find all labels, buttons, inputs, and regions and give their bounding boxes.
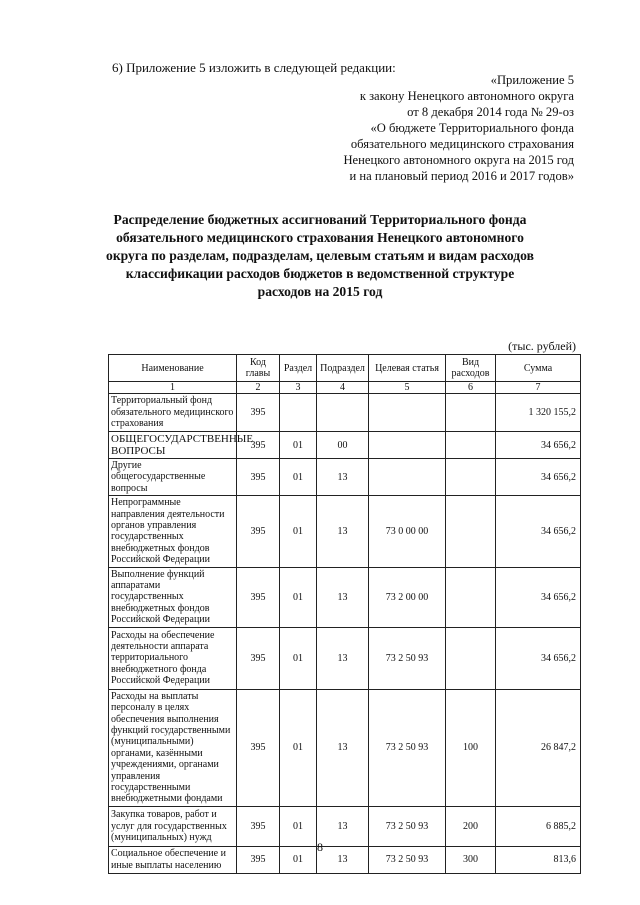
- row-target: 73 0 00 00: [369, 496, 446, 567]
- budget-table: [108, 354, 581, 874]
- units-label: (тыс. рублей): [508, 339, 576, 353]
- row-code: 395: [237, 496, 280, 567]
- row-sum: 34 656,2: [496, 567, 581, 627]
- row-subsection: 13: [317, 567, 369, 627]
- row-type: [446, 394, 496, 432]
- title-line: расходов на 2015 год: [257, 284, 383, 299]
- column-number-row: [109, 382, 581, 394]
- row-target: [369, 394, 446, 432]
- row-target: 73 2 50 93: [369, 806, 446, 846]
- row-section: 01: [280, 567, 317, 627]
- table-row: [109, 496, 581, 567]
- row-name: ОБЩЕГОСУДАРСТВЕННЫЕ ВОПРОСЫ: [109, 432, 237, 459]
- row-type: [446, 459, 496, 496]
- row-name: Территориальный фонд обязательного медицинского страхования: [109, 394, 237, 432]
- row-name: Непрограммные направления деятельности органов управления государственных внебюджетных фондов Российской Федерации: [109, 496, 237, 567]
- column-number: 5: [369, 382, 446, 394]
- row-code: 395: [237, 806, 280, 846]
- table-row: [109, 627, 581, 689]
- row-name: Выполнение функций аппаратами государственных внебюджетных фондов Российской Федерации: [109, 567, 237, 627]
- row-target: [369, 432, 446, 459]
- column-number: 1: [109, 382, 237, 394]
- row-section: 01: [280, 496, 317, 567]
- row-sum: 6 885,2: [496, 806, 581, 846]
- row-target: 73 2 50 93: [369, 627, 446, 689]
- row-section: 01: [280, 459, 317, 496]
- table-row: [109, 567, 581, 627]
- row-name: Расходы на обеспечение деятельности аппарата территориального внебюджетного фонда Российской Федерации: [109, 627, 237, 689]
- row-sum: 34 656,2: [496, 627, 581, 689]
- row-name: Социальное обеспечение и иные выплаты населению: [109, 846, 237, 873]
- row-section: [280, 394, 317, 432]
- table-row: [109, 459, 581, 496]
- row-name: Другие общегосударственные вопросы: [109, 459, 237, 496]
- row-sum: 1 320 155,2: [496, 394, 581, 432]
- annex-line: и на плановый период 2016 и 2017 годов»: [349, 169, 574, 183]
- row-target: 73 2 50 93: [369, 846, 446, 873]
- row-type: [446, 567, 496, 627]
- annex-line: от 8 декабря 2014 года № 29-оз: [407, 105, 574, 119]
- row-subsection: 13: [317, 627, 369, 689]
- annex-line: к закону Ненецкого автономного округа: [359, 89, 574, 103]
- row-type: [446, 432, 496, 459]
- row-subsection: 00: [317, 432, 369, 459]
- table-row: [109, 394, 581, 432]
- annex-line: обязательного медицинского страхования: [350, 137, 574, 151]
- row-type: [446, 627, 496, 689]
- row-code: 395: [237, 432, 280, 459]
- row-sum: 34 656,2: [496, 459, 581, 496]
- row-sum: 813,6: [496, 846, 581, 873]
- row-sum: 34 656,2: [496, 432, 581, 459]
- header-sum: Сумма: [496, 355, 581, 382]
- row-code: 395: [237, 846, 280, 873]
- column-number: 7: [496, 382, 581, 394]
- header-type: Вид расходов: [446, 355, 496, 382]
- header-subsection: Подраздел: [317, 355, 369, 382]
- annex-line: Ненецкого автономного округа на 2015 год: [343, 153, 574, 167]
- document-title: [70, 211, 570, 301]
- table-row: [109, 689, 581, 806]
- annex-line: «О бюджете Территориального фонда: [370, 121, 574, 135]
- column-number: 6: [446, 382, 496, 394]
- row-code: 395: [237, 567, 280, 627]
- row-type: [446, 496, 496, 567]
- row-type: 100: [446, 689, 496, 806]
- row-target: 73 2 50 93: [369, 689, 446, 806]
- row-code: 395: [237, 459, 280, 496]
- row-sum: 26 847,2: [496, 689, 581, 806]
- header-section: Раздел: [280, 355, 317, 382]
- intro-text: 6) Приложение 5 изложить в следующей редакции:: [112, 60, 396, 75]
- row-code: 395: [237, 627, 280, 689]
- annex-line: «Приложение 5: [490, 73, 574, 87]
- row-subsection: [317, 394, 369, 432]
- row-subsection: 13: [317, 496, 369, 567]
- row-section: 01: [280, 806, 317, 846]
- title-line: обязательного медицинского страхования Ненецкого автономного: [116, 230, 524, 245]
- row-code: 395: [237, 689, 280, 806]
- row-subsection: 13: [317, 806, 369, 846]
- annex-header: [234, 72, 574, 184]
- row-type: 300: [446, 846, 496, 873]
- row-type: 200: [446, 806, 496, 846]
- table-row: [109, 432, 581, 459]
- row-name: Расходы на выплаты персоналу в целях обеспечения выполнения функций государственными (муниципальными) органами, казёнными учреждениями, органами управления государственными внебюджетными фондами: [109, 689, 237, 806]
- header-target: Целевая статья: [369, 355, 446, 382]
- row-sum: 34 656,2: [496, 496, 581, 567]
- column-number: 3: [280, 382, 317, 394]
- row-name: Закупка товаров, работ и услуг для государственных (муниципальных) нужд: [109, 806, 237, 846]
- header-name: Наименование: [109, 355, 237, 382]
- row-section: 01: [280, 689, 317, 806]
- row-section: 01: [280, 846, 317, 873]
- row-target: 73 2 00 00: [369, 567, 446, 627]
- header-code: Код главы: [237, 355, 280, 382]
- table-header-row: [109, 355, 581, 382]
- row-section: 01: [280, 627, 317, 689]
- page-number: 8: [317, 840, 323, 854]
- row-section: 01: [280, 432, 317, 459]
- title-line: Распределение бюджетных ассигнований Территориального фонда: [113, 212, 527, 227]
- row-target: [369, 459, 446, 496]
- title-line: округа по разделам, подразделам, целевым статьям и видам расходов: [106, 248, 534, 263]
- column-number: 2: [237, 382, 280, 394]
- row-code: 395: [237, 394, 280, 432]
- title-line: классификации расходов бюджетов в ведомственной структуре: [125, 266, 515, 281]
- row-subsection: 13: [317, 846, 369, 873]
- row-subsection: 13: [317, 689, 369, 806]
- column-number: 4: [317, 382, 369, 394]
- row-subsection: 13: [317, 459, 369, 496]
